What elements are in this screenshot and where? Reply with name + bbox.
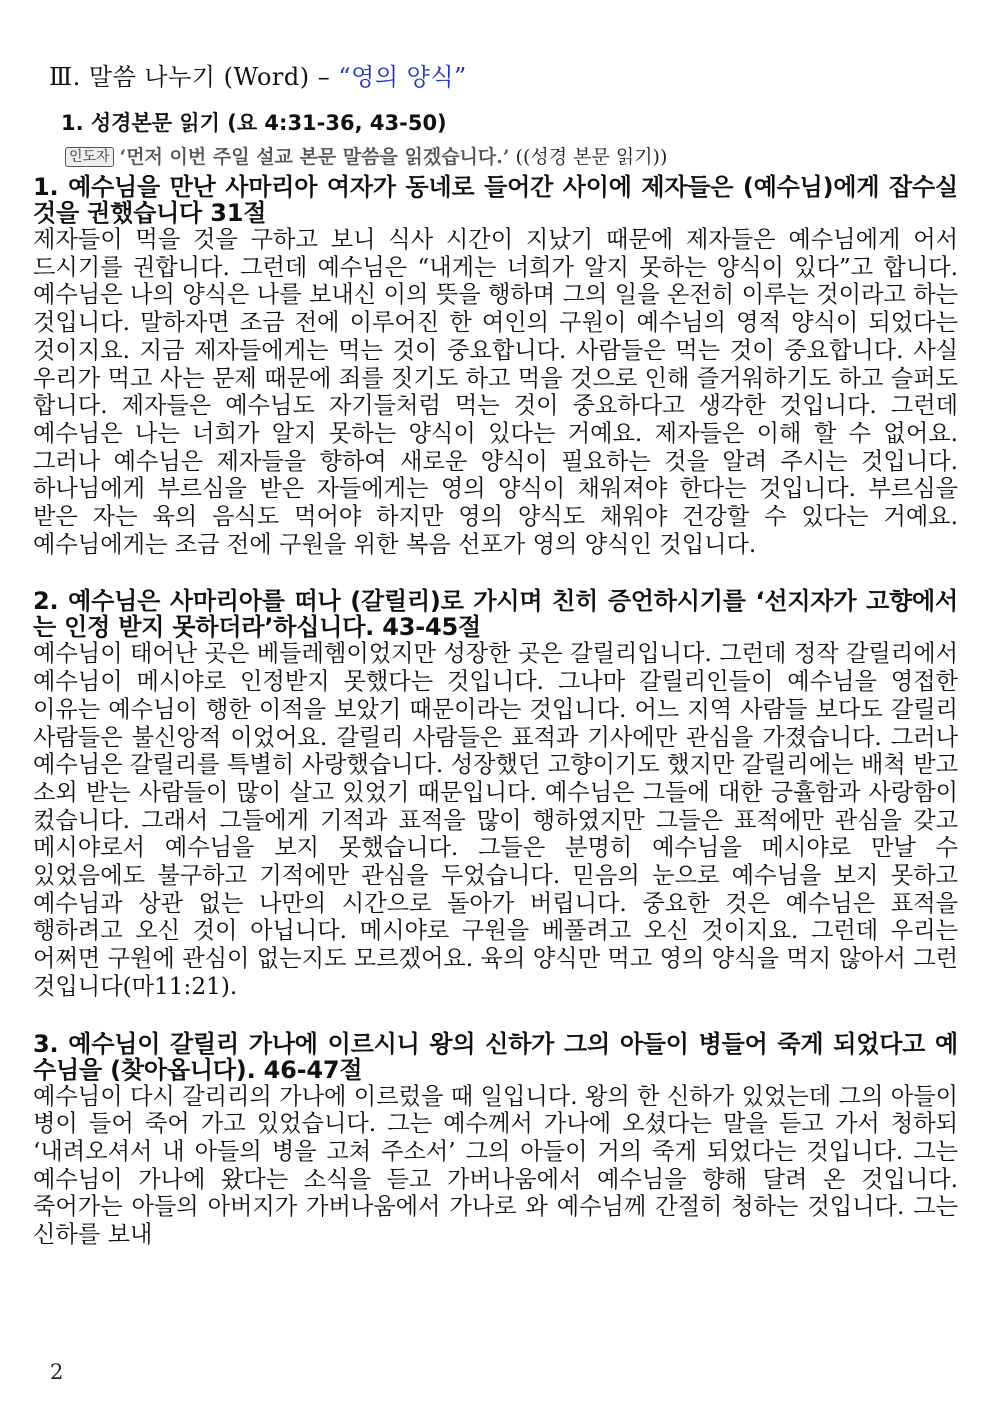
leader-quote: ‘먼저 이번 주일 설교 본문 말씀을 읽겠습니다.’ xyxy=(119,146,510,168)
subsection-title: 1. 성경본문 읽기 (요 4:31-36, 43-50) xyxy=(61,111,447,135)
section-heading-quote: “영의 양식” xyxy=(338,63,467,91)
study-item-title: 3. 예수님이 갈릴리 가나에 이르시니 왕의 신하가 그의 아들이 병들어 죽게 되었다고 예수님을 (찾아옵니다). 46-47절 xyxy=(33,1029,958,1084)
section-heading-text: Ⅲ. 말씀 나누기 (Word) – xyxy=(49,63,339,91)
page-content xyxy=(33,60,958,1279)
study-item-1 xyxy=(33,174,958,558)
leader-intro xyxy=(65,144,958,170)
study-item-title: 1. 예수님을 만난 사마리아 여자가 동네로 들어간 사이에 제자들은 (예수님)에게 잡수실 것을 권했습니다 31절 xyxy=(33,173,958,227)
leader-tag: 인도자 xyxy=(65,147,114,167)
page-number: 2 xyxy=(50,1360,64,1384)
study-item-2 xyxy=(33,588,958,1000)
study-item-body: 제자들이 먹을 것을 구하고 보니 식사 시간이 지났기 때문에 제자들은 예수님에게 어서 드시기를 권합니다. 그런데 예수님은 “내게는 너희가 알지 못하는 양식이 있다”고 합니다. 예수님은 나의 양식은 나를 보내신 이의 뜻을 행하며 그의 일을 온전히 이루는 것이라고 하는 것입니다. 말하자면 조금 전에 이루어진 한 여인의 구원이 예수님의 영적 양식이 되었다는 것이지요. 지금 제자들에게는 먹는 것이 중요합니다. 사람들은 먹는 것이 중요합니다. 사실 우리가 먹고 사는 문제 때문에 죄를 짓기도 하고 먹을 것으로 인해 즐거워하기도 하고 슬퍼도 합니다. 제자들은 예수님도 자기들처럼 먹는 것이 중요하다고 생각한 것입니다. 그런데 예수님은 나는 너희가 알지 못하는 양식이 있다는 거예요. 제자들은 이해 할 수 없어요. 그러나 예수님은 제자들을 향하여 새로운 양식이 필요하는 것을 알려 주시는 것입니다. 하나님에게 부르심을 받은 자들에게는 영의 양식이 채워져야 한다는 것입니다. 부르심을 받은 자는 육의 음식도 먹어야 하지만 영의 양식도 채워야 건강할 수 있다는 거예요. 예수님에게는 조금 전에 구원을 위한 복음 선포가 영의 양식인 것입니다. xyxy=(33,226,958,558)
study-item-title: 2. 예수님은 사마리아를 떠나 (갈릴리)로 가시며 친히 증언하시기를 ‘선지자가 고향에서는 인정 받지 못하더라’하십니다. 43-45절 xyxy=(33,587,958,642)
study-item-body: 예수님이 태어난 곳은 베들레헴이었지만 성장한 곳은 갈릴리입니다. 그런데 정작 갈릴리에서 예수님이 메시야로 인정받지 못했다는 것입니다. 그나마 갈릴리인들이 예수님을 영접한 이유는 예수님이 행한 이적을 보았기 때문이라는 것입니다. 어느 지역 사람들 보다도 갈릴리 사람들은 불신앙적 이었어요. 갈릴리 사람들은 표적과 기사에만 관심을 가졌습니다. 그러나 예수님은 갈릴리를 특별히 사랑했습니다. 성장했던 고향이기도 했지만 갈릴리에는 배척 받고 소외 받는 사람들이 많이 살고 있었기 때문입니다. 예수님은 그들에 대한 긍휼함과 사랑함이 컸습니다. 그래서 그들에게 기적과 표적을 많이 행하였지만 그들은 표적에만 관심을 갖고 메시야로서 예수님을 보지 못했습니다. 그들은 분명히 예수님을 메시야로 만날 수 있었음에도 불구하고 기적에만 관심을 두었습니다. 믿음의 눈으로 예수님을 보지 못하고 예수님과 상관 없는 나만의 시간으로 돌아가 버립니다. 중요한 것은 예수님은 표적을 행하려고 오신 것이 아닙니다. 메시야로 구원을 베풀려고 오신 것이지요. 그런데 우리는 어쩌면 구원에 관심이 없는지도 모르겠어요. 육의 양식만 먹고 영의 양식을 먹지 않아서 그런 것입니다(마11:21). xyxy=(33,640,958,1000)
study-item-body: 예수님이 다시 갈리리의 가나에 이르렀을 때 일입니다. 왕의 한 신하가 있었는데 그의 아들이 병이 들어 죽어 가고 있었습니다. 그는 예수께서 가나에 오셨다는 말을 듣고 가서 청하되 ‘내려오셔서 내 아들의 병을 고쳐 주소서’ 그의 아들이 거의 죽게 되었다는 것입니다. 그는 예수님이 가나에 왔다는 소식을 듣고 가버나움에서 예수님을 향해 달려 온 것입니다. 죽어가는 아들의 아버지가 가버나움에서 가나로 와 예수님께 간절히 청하는 것입니다. 그는 신하를 보내 xyxy=(33,1082,958,1249)
study-item-3 xyxy=(33,1031,958,1249)
section-heading xyxy=(49,60,958,94)
leader-note: ((성경 본문 읽기)) xyxy=(515,146,668,168)
